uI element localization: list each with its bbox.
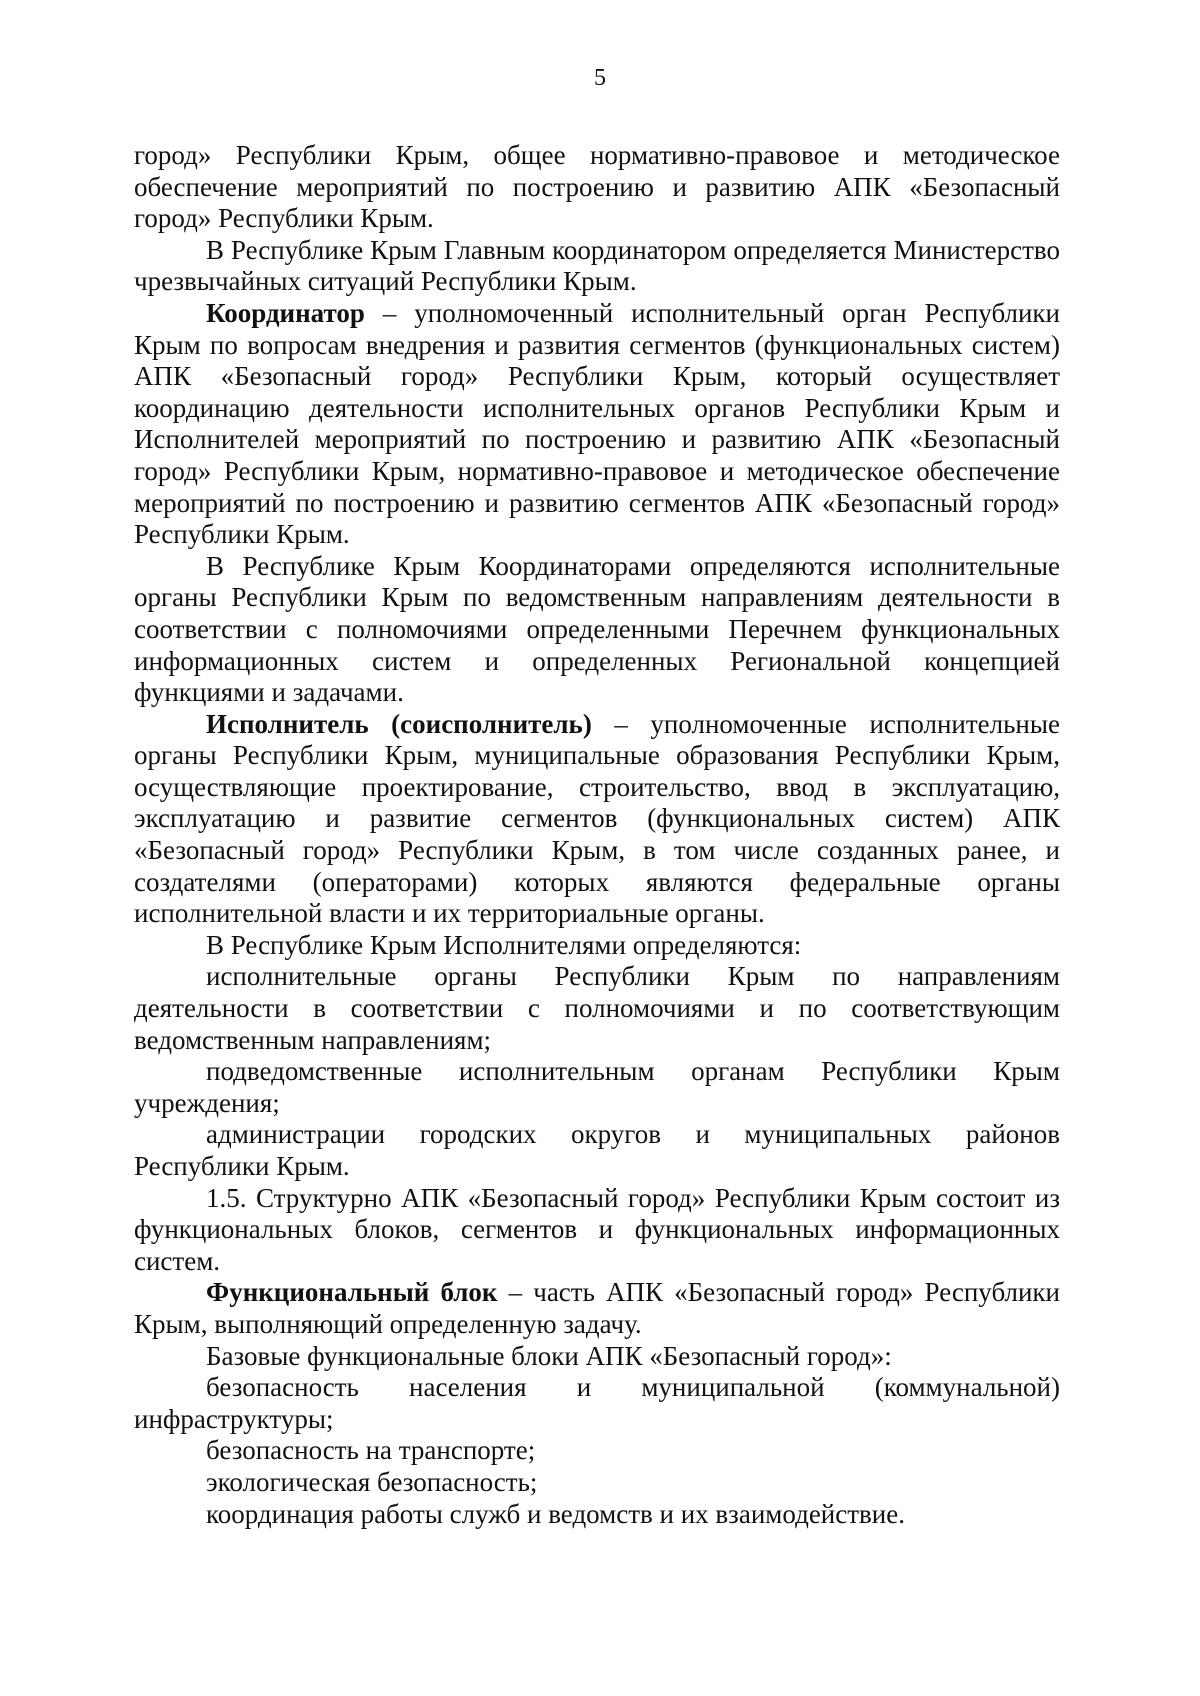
list-item: координация работы служб и ведомств и их взаимодействие. <box>206 1498 905 1529</box>
list-item: администрации городских округов и муниципальных районов Республики Крым. <box>134 1119 1060 1181</box>
list-item: исполнительные органы Республики Крым по направлениям деятельности в соответствии с полномочиями и по соответствующим ведомственным направлениям; <box>134 961 1060 1055</box>
page-number: 5 <box>594 65 606 91</box>
paragraph-executor-definition <box>134 709 1060 930</box>
list-item: безопасность населения и муниципальной (коммунальной) инфраструктуры; <box>134 1372 1060 1434</box>
paragraph-structure: 1.5. Структурно АПК «Безопасный город» Республики Крым состоит из функциональных блоков, сегментов и функциональных информационных систем. <box>134 1182 1060 1276</box>
term-coordinator: Координатор <box>206 297 365 328</box>
definition-text: – часть АПК «Безопасный город» Республики Крым, выполняющий определенную задачу. <box>134 1277 1060 1339</box>
paragraph-main-coordinator: В Республике Крым Главным координатором определяется Министерство чрезвычайных ситуаций Республики Крым. <box>134 234 1060 297</box>
document-body <box>134 140 1060 1530</box>
list-item: безопасность на транспорте; <box>206 1435 536 1466</box>
paragraph-coordinators: В Республике Крым Координаторами определяются исполнительные органы Республики Крым по ведомственным направлениям деятельности в соответствии с полномочиями определенными Перечнем функциональных информационных систем и определенных Региональной концепцией функциями и задачами. <box>134 550 1060 708</box>
paragraph-coordinator-definition <box>134 298 1060 551</box>
term-executor: Исполнитель (соисполнитель) <box>206 708 592 739</box>
definition-text: – уполномоченный исполнительный орган Республики Крым по вопросам внедрения и развития сегментов (функциональных систем) АПК «Безопасный город» Республики Крым, который осуществляет координацию деятельности исполнительных органов Республики Крым и Исполнителей мероприятий по построению и развитию АПК «Безопасный город» Республики Крым, нормативно-правовое и методическое обеспечение мероприятий по построению и развитию сегментов АПК «Безопасный город» Республики Крым. <box>134 297 1060 550</box>
paragraph-executors-intro: В Республике Крым Исполнителями определяются: <box>206 929 802 960</box>
list-item: экологическая безопасность; <box>206 1466 538 1497</box>
paragraph-base-blocks-intro: Базовые функциональные блоки АПК «Безопасный город»: <box>206 1340 892 1371</box>
list-item: подведомственные исполнительным органам Республики Крым учреждения; <box>134 1056 1060 1118</box>
paragraph-functional-block-definition <box>134 1277 1060 1340</box>
term-functional-block: Функциональный блок <box>206 1277 498 1308</box>
definition-text: – уполномоченные исполнительные органы Республики Крым, муниципальные образования Республики Крым, осуществляющие проектирование, строительство, ввод в эксплуатацию, эксплуатацию и развитие сегментов (функциональных систем) АПК «Безопасный город» Республики Крым, в том числе созданных ранее, и создателями (операторами) которых являются федеральные органы исполнительной власти и их территориальные органы. <box>134 708 1060 929</box>
paragraph-continuation: город» Республики Крым, общее нормативно-правовое и методическое обеспечение мероприятий по построению и развитию АПК «Безопасный город» Республики Крым. <box>134 140 1060 234</box>
